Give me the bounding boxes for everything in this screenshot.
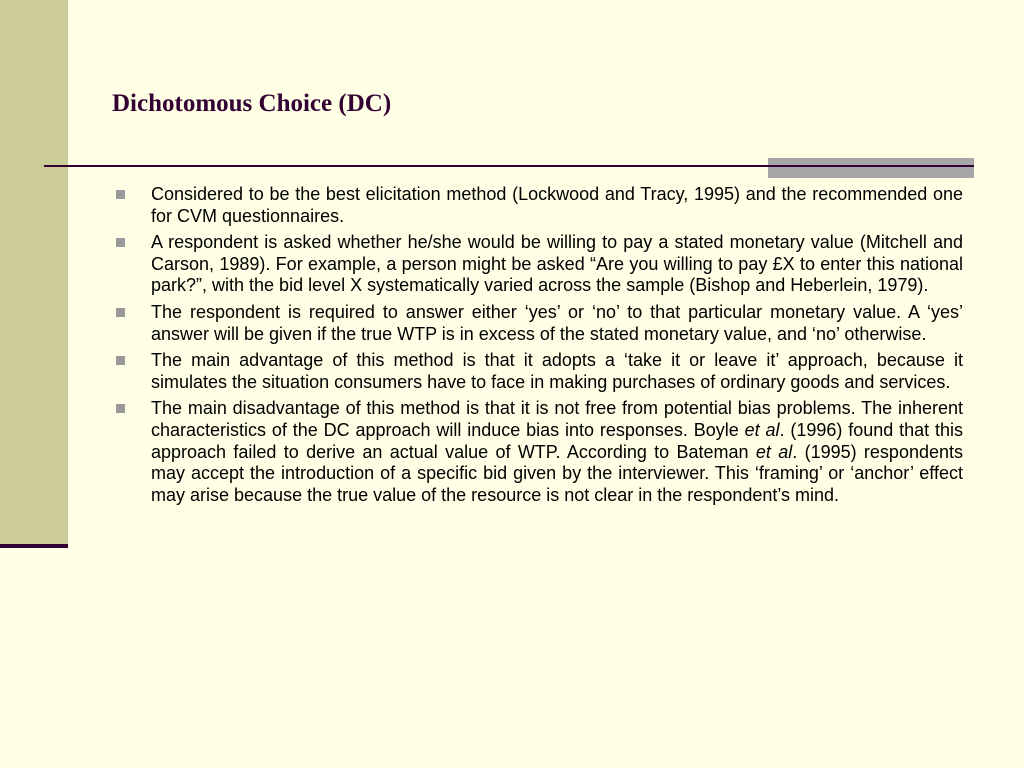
bullet-text bbox=[151, 398, 963, 506]
square-bullet-icon bbox=[116, 238, 125, 247]
bullet-text: A respondent is asked whether he/she would be willing to pay a stated monetary value (Mitchell and Carson, 1989). For example, a person might be asked “Are you willing to pay £X to enter this national park?”, with the bid level X systematically varied across the sample (Bishop and Heberlein, 1979). bbox=[151, 232, 963, 296]
bullet-item bbox=[112, 398, 963, 506]
bullet-text: The respondent is required to answer either ‘yes’ or ‘no’ to that particular monetary value. A ‘yes’ answer will be given if the true WTP is in excess of the stated monetary value, and ‘no’ otherwise. bbox=[151, 301, 963, 344]
bullet-text: Considered to be the best elicitation method (Lockwood and Tracy, 1995) and the recommended one for CVM questionnaires. bbox=[151, 184, 963, 226]
square-bullet-icon bbox=[116, 308, 125, 317]
left-decorative-band bbox=[0, 0, 68, 547]
square-bullet-icon bbox=[116, 190, 125, 199]
bullet-text-part: . (1995) respondents may accept the introduction of a specific bid given by the interviewer. This ‘framing’ or ‘anchor’ effect may arise because the true value of the resource is not clear in the respondent’s mind. bbox=[151, 441, 964, 505]
square-bullet-icon bbox=[116, 356, 125, 365]
accent-bar-bottom bbox=[768, 167, 974, 178]
accent-bar-top bbox=[768, 158, 974, 165]
slide-title: Dichotomous Choice (DC) bbox=[112, 90, 392, 117]
bullet-item bbox=[112, 184, 963, 227]
bullet-item bbox=[112, 232, 963, 297]
square-bullet-icon bbox=[116, 404, 125, 413]
bullet-text-part: . (1996) found that this approach failed to derive an actual value of WTP. According to Bateman bbox=[151, 419, 963, 462]
bullet-text-part: The main disadvantage of this method is that it is not free from potential bias problems. The inherent characteristics of the DC approach will induce bias into responses. Boyle bbox=[151, 398, 963, 440]
italic-et-al: et al bbox=[755, 441, 793, 462]
bullet-text: The main advantage of this method is that it adopts a ‘take it or leave it’ approach, because it simulates the situation consumers have to face in making purchases of ordinary goods and services. bbox=[151, 350, 963, 392]
bullet-list bbox=[112, 184, 963, 511]
bullet-item bbox=[112, 302, 963, 345]
italic-et-al: et al bbox=[744, 419, 780, 440]
left-band-rule bbox=[0, 544, 68, 548]
bullet-item bbox=[112, 350, 963, 393]
